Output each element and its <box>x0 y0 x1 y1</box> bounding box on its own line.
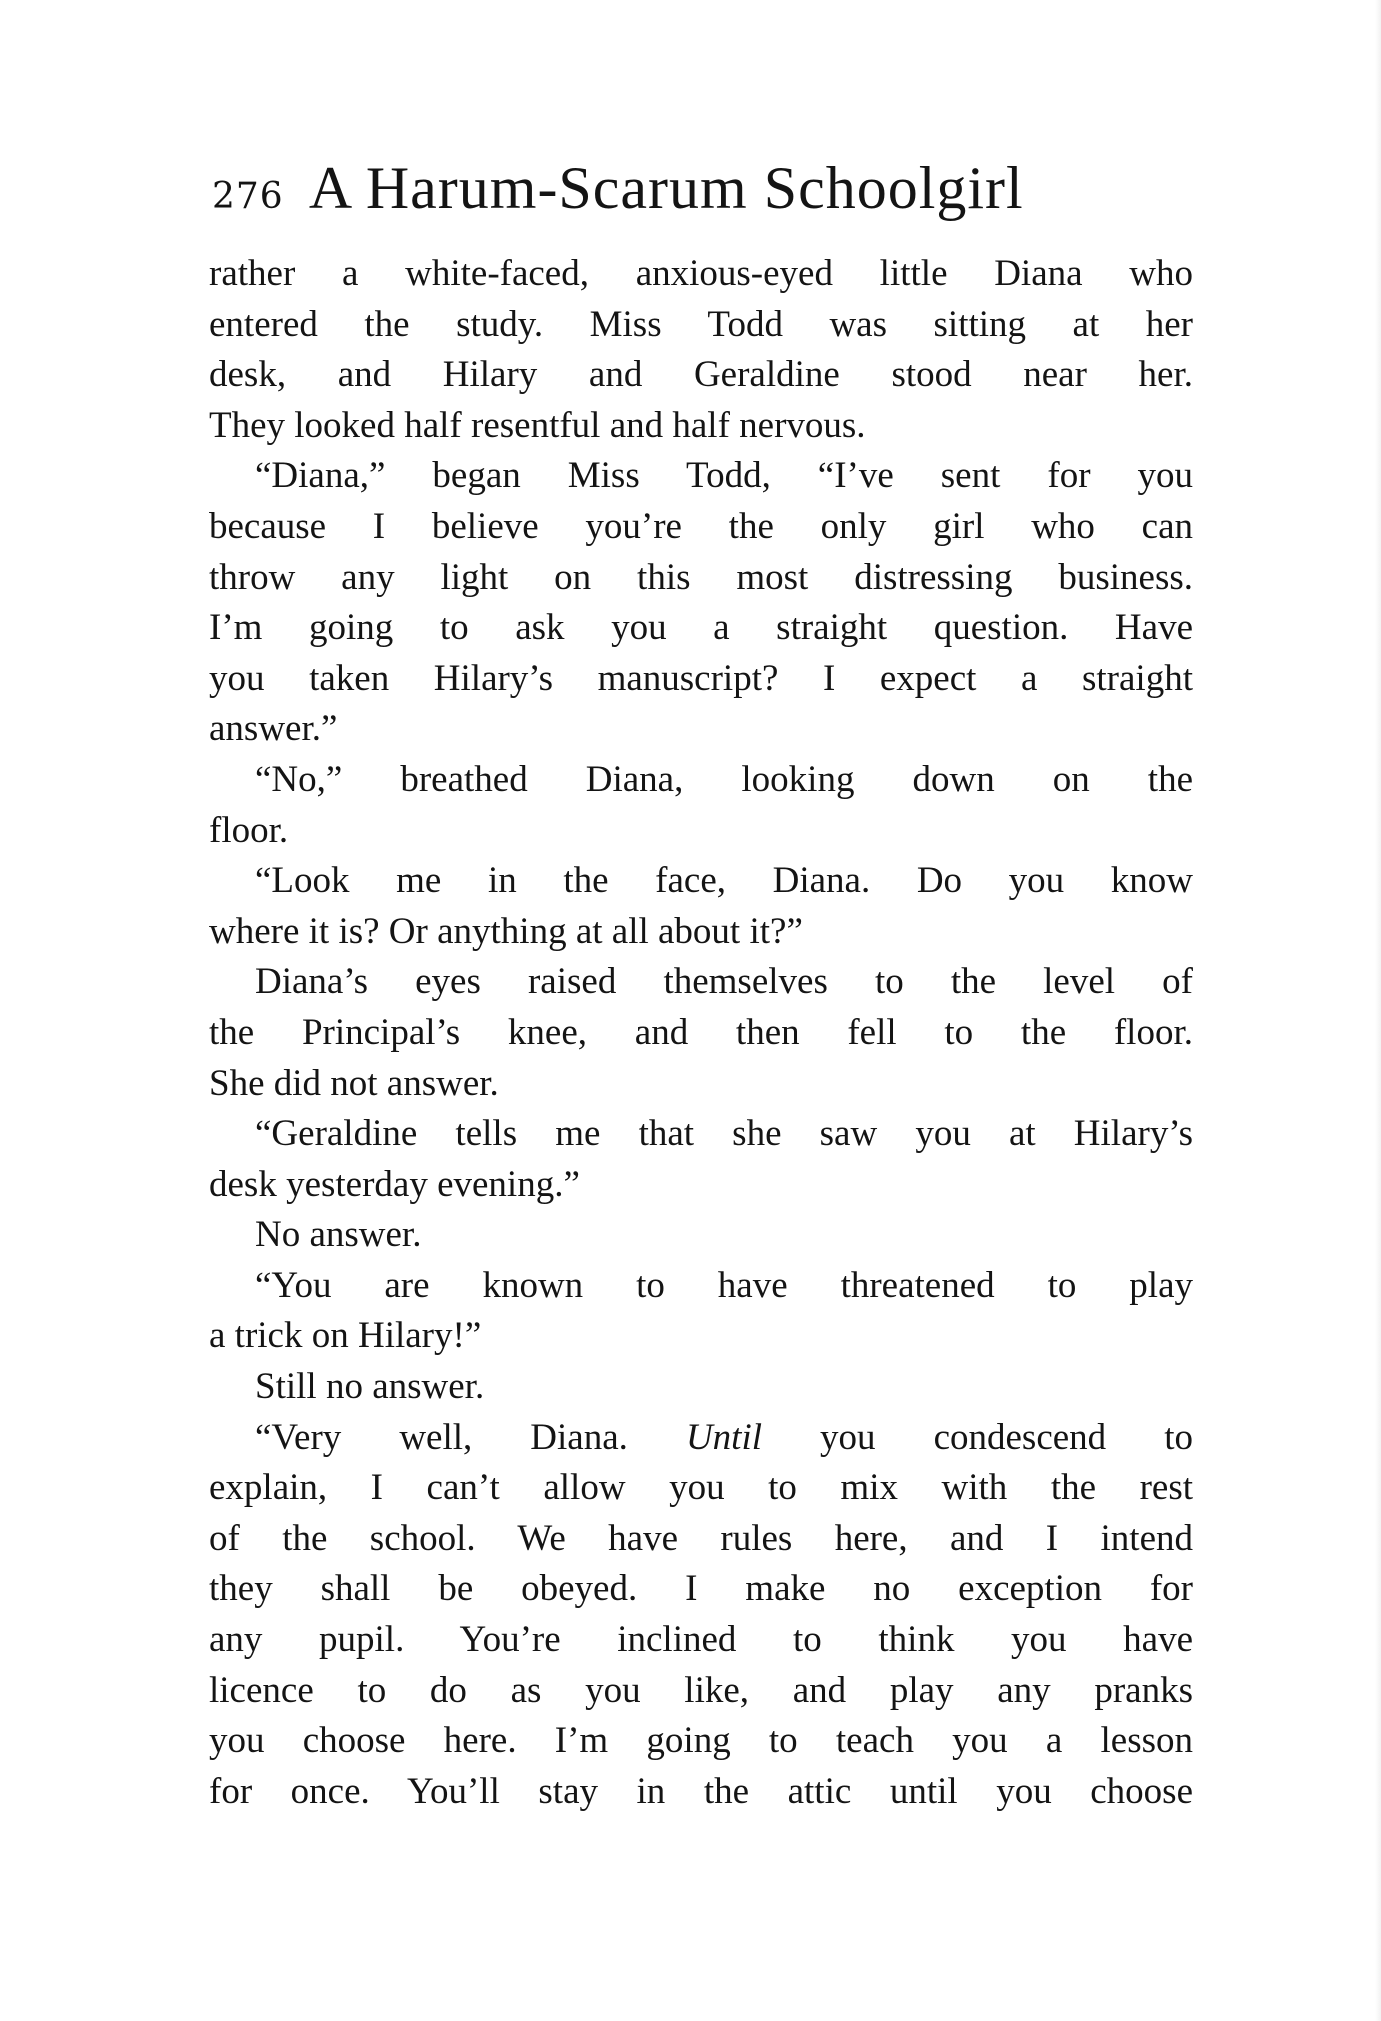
text-line: the Principal’s knee, and then fell to the floor. <box>209 1011 1193 1053</box>
text-line: She did not answer. <box>209 1062 499 1104</box>
text-line: licence to do as you like, and play any pranks <box>209 1669 1193 1711</box>
text-line: they shall be obeyed. I make no exception for <box>209 1568 1193 1610</box>
text-line: where it is? Or anything at all about it?” <box>209 910 803 952</box>
text-line: “You are known to have threatened to play <box>255 1264 1193 1306</box>
text-line: “No,” breathed Diana, looking down on the <box>255 758 1193 800</box>
text-line: answer.” <box>209 708 338 750</box>
page-number: 276 <box>212 176 284 217</box>
text-line: rather a white-faced, anxious-eyed little Diana who <box>209 253 1193 294</box>
text-line: of the school. We have rules here, and I intend <box>209 1517 1193 1559</box>
text-line: throw any light on this most distressing business. <box>209 556 1193 598</box>
text-line: for once. You’ll stay in the attic until you choose <box>209 1770 1193 1812</box>
text-line: No answer. <box>255 1214 422 1256</box>
text-line: desk yesterday evening.” <box>209 1163 580 1205</box>
text-line: They looked half resentful and half nervous. <box>209 404 866 446</box>
running-head <box>212 143 1192 233</box>
book-title: A Harum-Scarum Schoolgirl <box>308 155 1024 221</box>
page-edge-shadow <box>1375 0 1381 2021</box>
text-line: “Diana,” began Miss Todd, “I’ve sent for you <box>255 455 1193 497</box>
text-line <box>209 1413 1193 1464</box>
text-segment: “Very well, Diana. <box>255 1416 686 1458</box>
text-line: “Geraldine tells me that she saw you at Hilary’s <box>255 1113 1193 1155</box>
text-line: because I believe you’re the only girl who can <box>209 505 1193 547</box>
body-text <box>209 249 1193 1817</box>
text-line: floor. <box>209 809 289 851</box>
text-line: a trick on Hilary!” <box>209 1315 482 1357</box>
text-segment: you condescend to <box>762 1416 1193 1458</box>
text-line: explain, I can’t allow you to mix with the rest <box>209 1467 1193 1509</box>
text-line: Diana’s eyes raised themselves to the level of <box>255 961 1193 1003</box>
text-line: entered the study. Miss Todd was sitting at her <box>209 303 1193 345</box>
text-line: you taken Hilary’s manuscript? I expect a straight <box>209 657 1193 699</box>
text-line: I’m going to ask you a straight question. Have <box>209 607 1193 649</box>
text-line: any pupil. You’re inclined to think you have <box>209 1619 1193 1661</box>
text-line: you choose here. I’m going to teach you a lesson <box>209 1720 1193 1762</box>
text-line: “Look me in the face, Diana. Do you know <box>255 860 1193 902</box>
text-line: Still no answer. <box>255 1366 485 1408</box>
text-line: desk, and Hilary and Geraldine stood near her. <box>209 354 1193 396</box>
italic-emphasis: Until <box>685 1416 763 1458</box>
